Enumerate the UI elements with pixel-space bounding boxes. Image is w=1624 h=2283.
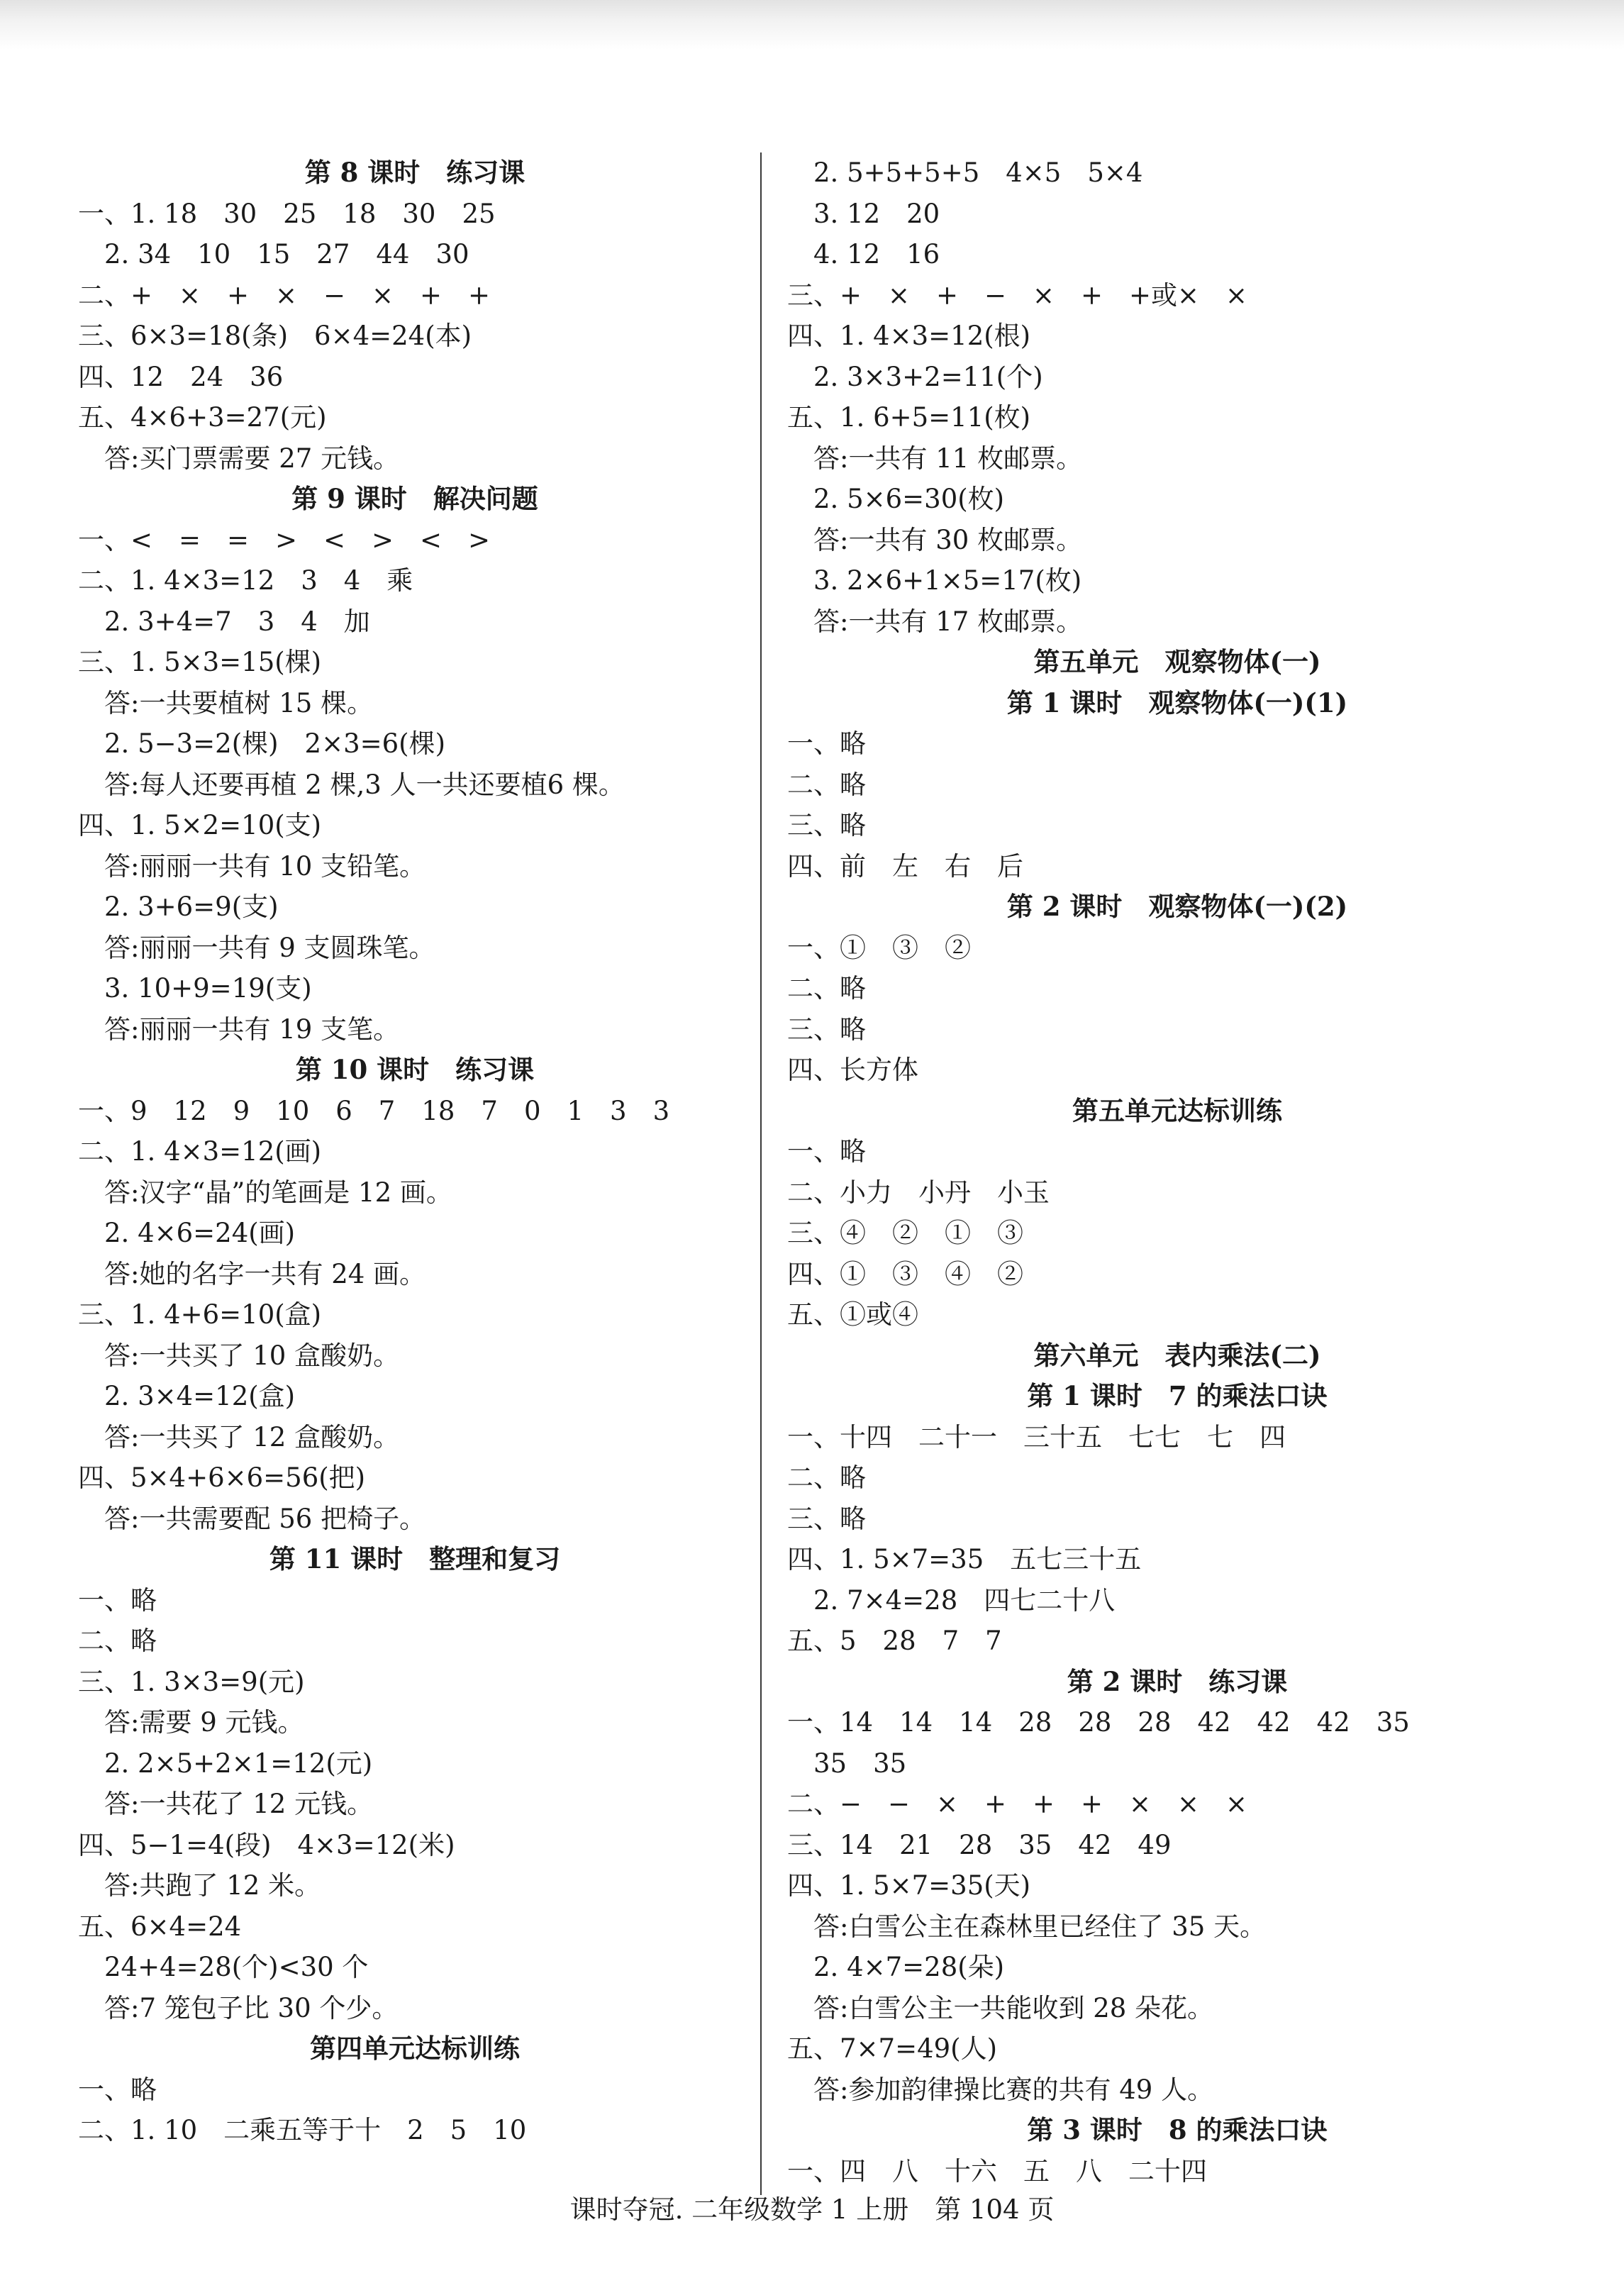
section-heading: 第 2 课时 观察物体(一)(2) <box>1006 891 1348 922</box>
answer-line: 一、略 <box>787 728 866 759</box>
answer-line: 二、略 <box>787 973 866 1004</box>
answer-line: 一、十四 二十一 三十五 七七 七 四 <box>787 1421 1286 1452</box>
answer-line: 2. 3+4=7 3 4 加 <box>78 606 370 637</box>
answer-line: 答:每人还要再植 2 棵,3 人一共还要植6 棵。 <box>78 769 625 800</box>
answer-line: 四、1. 4×3=12(根) <box>787 321 1031 351</box>
answer-line: 三、略 <box>787 810 866 840</box>
section-heading: 第五单元达标训练 <box>1072 1094 1282 1126</box>
answer-line: 3. 12 20 <box>787 198 940 229</box>
answer-line: 答:一共需要配 56 把椅子。 <box>78 1503 426 1534</box>
answer-line: 四、1. 5×7=35 五七三十五 <box>787 1544 1142 1574</box>
answer-line: 二、1. 4×3=12(画) <box>78 1136 322 1167</box>
answer-line: 三、略 <box>787 1013 866 1045</box>
scan-edge-shadow <box>0 0 1624 50</box>
answer-line: 三、④ ② ① ③ <box>787 1218 1023 1248</box>
section-heading: 第 3 课时 8 的乘法口诀 <box>1027 2114 1328 2145</box>
answer-line: 2. 5+5+5+5 4×5 5×4 <box>787 157 1143 188</box>
page-footer: 课时夺冠. 二年级数学 1 上册 第 104 页 <box>569 2194 1055 2225</box>
answer-line: 答:一共有 30 枚邮票。 <box>787 524 1083 555</box>
answer-line: 一、14 14 14 28 28 28 42 42 42 35 <box>787 1707 1410 1738</box>
answer-line: 三、略 <box>787 1503 866 1534</box>
answer-line: 二、1. 10 二乘五等于十 2 5 10 <box>78 2115 527 2145</box>
answer-line: 答:白雪公主在森林里已经住了 35 天。 <box>787 1911 1267 1942</box>
answer-line: 五、①或④ <box>787 1299 918 1330</box>
answer-line: 答:一共有 11 枚邮票。 <box>787 443 1083 474</box>
answer-line: 一、四 八 十六 五 八 二十四 <box>787 2155 1207 2187</box>
answer-line: 三、1. 5×3=15(棵) <box>78 647 322 677</box>
answer-line: 四、5−1=4(段) 4×3=12(米) <box>78 1829 455 1860</box>
answer-line: 二、+ × + × − × + + <box>78 279 491 311</box>
answer-line: 答:她的名字一共有 24 画。 <box>78 1258 426 1289</box>
answer-line: 三、14 21 28 35 42 49 <box>787 1829 1172 1860</box>
answer-line: 一、略 <box>78 2074 157 2105</box>
answer-line: 35 35 <box>787 1748 907 1779</box>
answer-line: 答:一共要植树 15 棵。 <box>78 687 374 718</box>
answer-line: 五、5 28 7 7 <box>787 1626 1002 1656</box>
answer-line: 4. 12 16 <box>787 239 940 270</box>
section-heading: 第六单元 表内乘法(二) <box>1033 1339 1321 1371</box>
answer-line: 答:一共买了 10 盒酸奶。 <box>78 1340 400 1371</box>
answer-line: 3. 10+9=19(支) <box>78 973 312 1004</box>
answer-line: 答:一共花了 12 元钱。 <box>78 1789 374 1819</box>
answer-line: 答:汉字“晶”的笔画是 12 画。 <box>78 1177 452 1208</box>
answer-line: 四、1. 5×7=35(天) <box>787 1870 1031 1901</box>
answer-line: 四、前 左 右 后 <box>787 850 1023 882</box>
column-divider <box>760 152 762 2195</box>
answer-line: 答:一共买了 12 盒酸奶。 <box>78 1421 400 1452</box>
answer-line: 一、① ③ ② <box>787 932 971 963</box>
section-heading: 第五单元 观察物体(一) <box>1033 646 1321 677</box>
section-heading: 第四单元达标训练 <box>310 2033 520 2064</box>
answer-line: 一、略 <box>787 1136 866 1167</box>
answer-line: 2. 4×7=28(朵) <box>787 1952 1005 1982</box>
answer-line: 2. 5−3=2(棵) 2×3=6(棵) <box>78 728 446 759</box>
answer-line: 24+4=28(个)<30 个 <box>78 1952 369 1982</box>
answer-line: 五、1. 6+5=11(枚) <box>787 402 1031 433</box>
answer-line: 答:参加韵律操比赛的共有 49 人。 <box>787 2074 1214 2105</box>
answer-line: 2. 5×6=30(枚) <box>787 484 1005 514</box>
answer-line: 答:一共有 17 枚邮票。 <box>787 606 1083 637</box>
answer-line: 2. 3×3+2=11(个) <box>787 361 1043 392</box>
answer-line: 五、4×6+3=27(元) <box>78 402 327 433</box>
answer-line: 四、长方体 <box>787 1055 918 1085</box>
answer-line: 2. 34 10 15 27 44 30 <box>78 239 469 270</box>
section-heading: 第 2 课时 练习课 <box>1067 1665 1288 1697</box>
answer-line: 2. 7×4=28 四七二十八 <box>787 1584 1116 1616</box>
section-heading: 第 8 课时 练习课 <box>304 157 525 188</box>
section-heading: 第 1 课时 观察物体(一)(1) <box>1006 687 1348 718</box>
answer-line: 答:买门票需要 27 元钱。 <box>78 443 400 474</box>
answer-line: 答:共跑了 12 米。 <box>78 1870 321 1901</box>
answer-line: 四、① ③ ④ ② <box>787 1258 1023 1289</box>
answer-line: 2. 4×6=24(画) <box>78 1218 296 1248</box>
answer-line: 答:丽丽一共有 19 支笔。 <box>78 1013 400 1045</box>
answer-line: 答:白雪公主一共能收到 28 朵花。 <box>787 1992 1214 2023</box>
answer-line: 四、12 24 36 <box>78 361 284 392</box>
section-heading: 第 10 课时 练习课 <box>295 1054 535 1085</box>
answer-line: 三、1. 4+6=10(盒) <box>78 1299 322 1330</box>
section-heading: 第 9 课时 解决问题 <box>291 483 538 514</box>
answer-line: 五、7×7=49(人) <box>787 2033 998 2064</box>
answer-line: 五、6×4=24 <box>78 1911 242 1942</box>
answer-line: 二、小力 小丹 小玉 <box>787 1177 1050 1208</box>
answer-line: 答:7 笼包子比 30 个少。 <box>78 1992 399 2023</box>
answer-line: 一、1. 18 30 25 18 30 25 <box>78 198 496 229</box>
answer-line: 答:丽丽一共有 10 支铅笔。 <box>78 850 426 882</box>
answer-line: 二、1. 4×3=12 3 4 乘 <box>78 565 413 596</box>
answer-line: 一、< = = > < > < > <box>78 524 491 555</box>
answer-line: 二、略 <box>78 1626 157 1656</box>
answer-line: 2. 3+6=9(支) <box>78 891 279 922</box>
right-column <box>787 152 1567 2192</box>
answer-line: 二、略 <box>787 1462 866 1493</box>
answer-line: 答:丽丽一共有 9 支圆珠笔。 <box>78 932 435 963</box>
answer-line: 一、9 12 9 10 6 7 18 7 0 1 3 3 <box>78 1095 670 1126</box>
answer-line: 答:需要 9 元钱。 <box>78 1707 304 1738</box>
answer-line: 3. 2×6+1×5=17(枚) <box>787 565 1082 596</box>
answer-line: 2. 3×4=12(盒) <box>78 1381 296 1411</box>
answer-line: 二、− − × + + + × × × <box>787 1789 1248 1819</box>
answer-line: 2. 2×5+2×1=12(元) <box>78 1748 373 1779</box>
section-heading: 第 1 课时 7 的乘法口诀 <box>1027 1380 1328 1411</box>
answer-line: 二、略 <box>787 769 866 800</box>
answer-line: 四、5×4+6×6=56(把) <box>78 1462 366 1493</box>
answer-line: 三、6×3=18(条) 6×4=24(本) <box>78 321 472 351</box>
left-column <box>78 152 752 2151</box>
section-heading: 第 11 课时 整理和复习 <box>269 1543 561 1574</box>
answer-line: 四、1. 5×2=10(支) <box>78 810 322 840</box>
answer-line: 三、1. 3×3=9(元) <box>78 1666 305 1697</box>
answer-line: 三、+ × + − × + +或× × <box>787 279 1248 311</box>
answer-line: 一、略 <box>78 1584 157 1616</box>
